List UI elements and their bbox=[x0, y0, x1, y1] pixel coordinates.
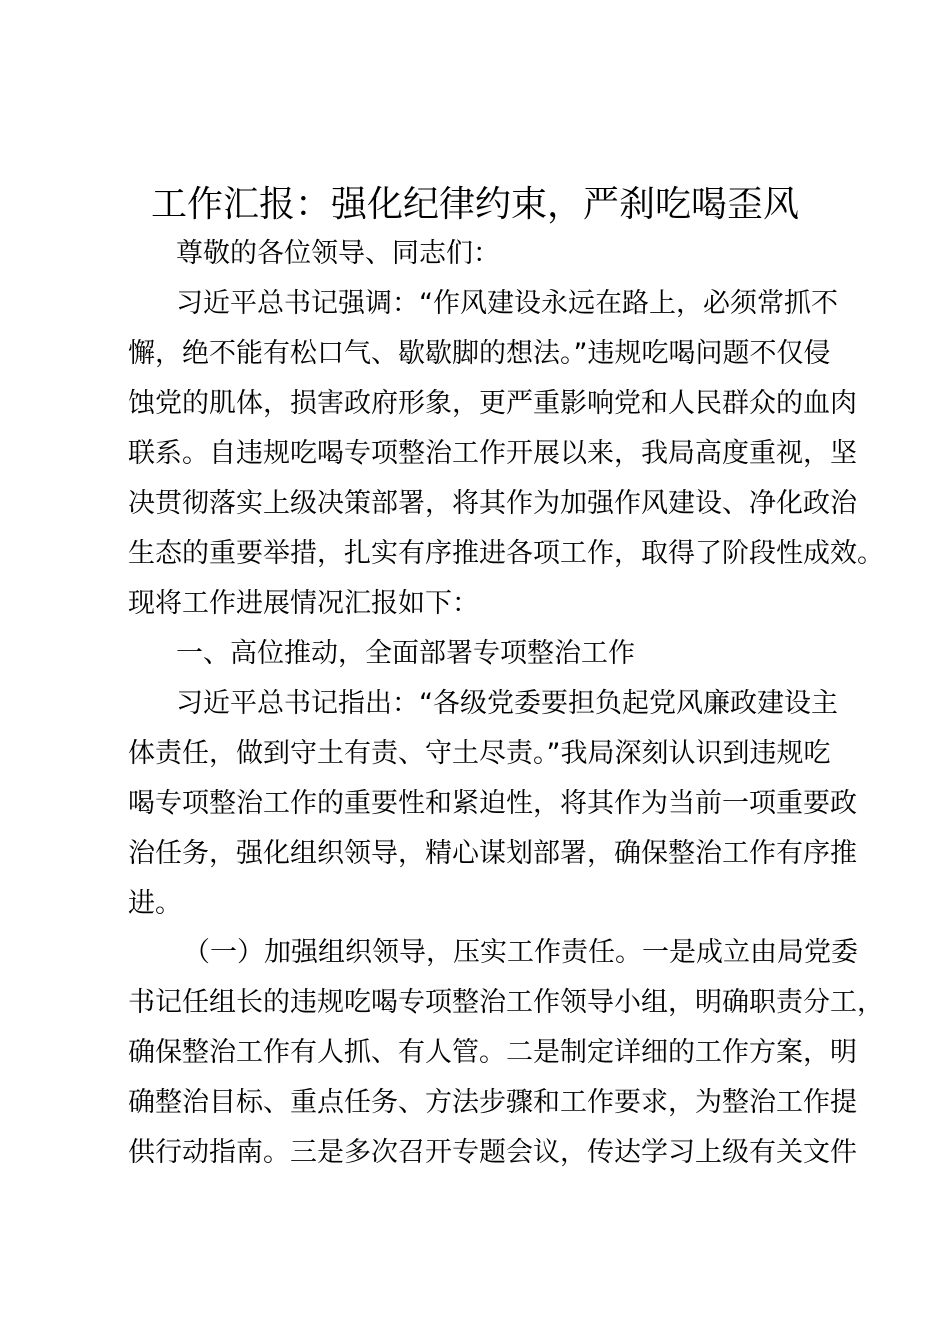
section-heading: 一、高位推动，全面部署专项整治工作 bbox=[176, 638, 635, 669]
paragraph-line: 供行动指南。三是多次召开专题会议，传达学习上级有关文件 bbox=[128, 1137, 857, 1168]
paragraph-line: 确整治目标、重点任务、方法步骤和工作要求，为整治工作提 bbox=[128, 1087, 857, 1118]
paragraph-line: 蚀党的肌体，损害政府形象，更严重影响党和人民群众的血肉 bbox=[128, 388, 857, 419]
paragraph-line: 联系。自违规吃喝专项整治工作开展以来，我局高度重视，坚 bbox=[128, 438, 857, 469]
salutation: 尊敬的各位领导、同志们： bbox=[176, 238, 500, 269]
paragraph-line: 书记任组长的违规吃喝专项整治工作领导小组，明确职责分工， bbox=[128, 987, 884, 1018]
paragraph-line: 现将工作进展情况汇报如下： bbox=[128, 588, 479, 619]
paragraph-line: 懈，绝不能有松口气、歇歇脚的想法。”违规吃喝问题不仅侵 bbox=[128, 338, 831, 369]
document-title: 工作汇报：强化纪律约束，严刹吃喝歪风 bbox=[150, 184, 799, 225]
paragraph-line: 决贯彻落实上级决策部署，将其作为加强作风建设、净化政治 bbox=[128, 488, 857, 519]
paragraph-line: 确保整治工作有人抓、有人管。二是制定详细的工作方案，明 bbox=[128, 1037, 857, 1068]
paragraph-line: 习近平总书记指出：“各级党委要担负起党风廉政建设主 bbox=[176, 688, 838, 719]
paragraph-line: 治任务，强化组织领导，精心谋划部署，确保整治工作有序推 bbox=[128, 838, 857, 869]
paragraph-line: 体责任，做到守土有责、守土尽责。”我局深刻认识到违规吃 bbox=[128, 738, 831, 769]
paragraph-line: 习近平总书记强调：“作风建设永远在路上，必须常抓不 bbox=[176, 288, 838, 319]
paragraph-line: 进。 bbox=[128, 888, 182, 919]
subsection-line: （一）加强组织领导，压实工作责任。一是成立由局党委 bbox=[183, 937, 858, 968]
paragraph-line: 喝专项整治工作的重要性和紧迫性，将其作为当前一项重要政 bbox=[128, 788, 857, 819]
paragraph-line: 生态的重要举措，扎实有序推进各项工作，取得了阶段性成效。 bbox=[128, 538, 884, 569]
